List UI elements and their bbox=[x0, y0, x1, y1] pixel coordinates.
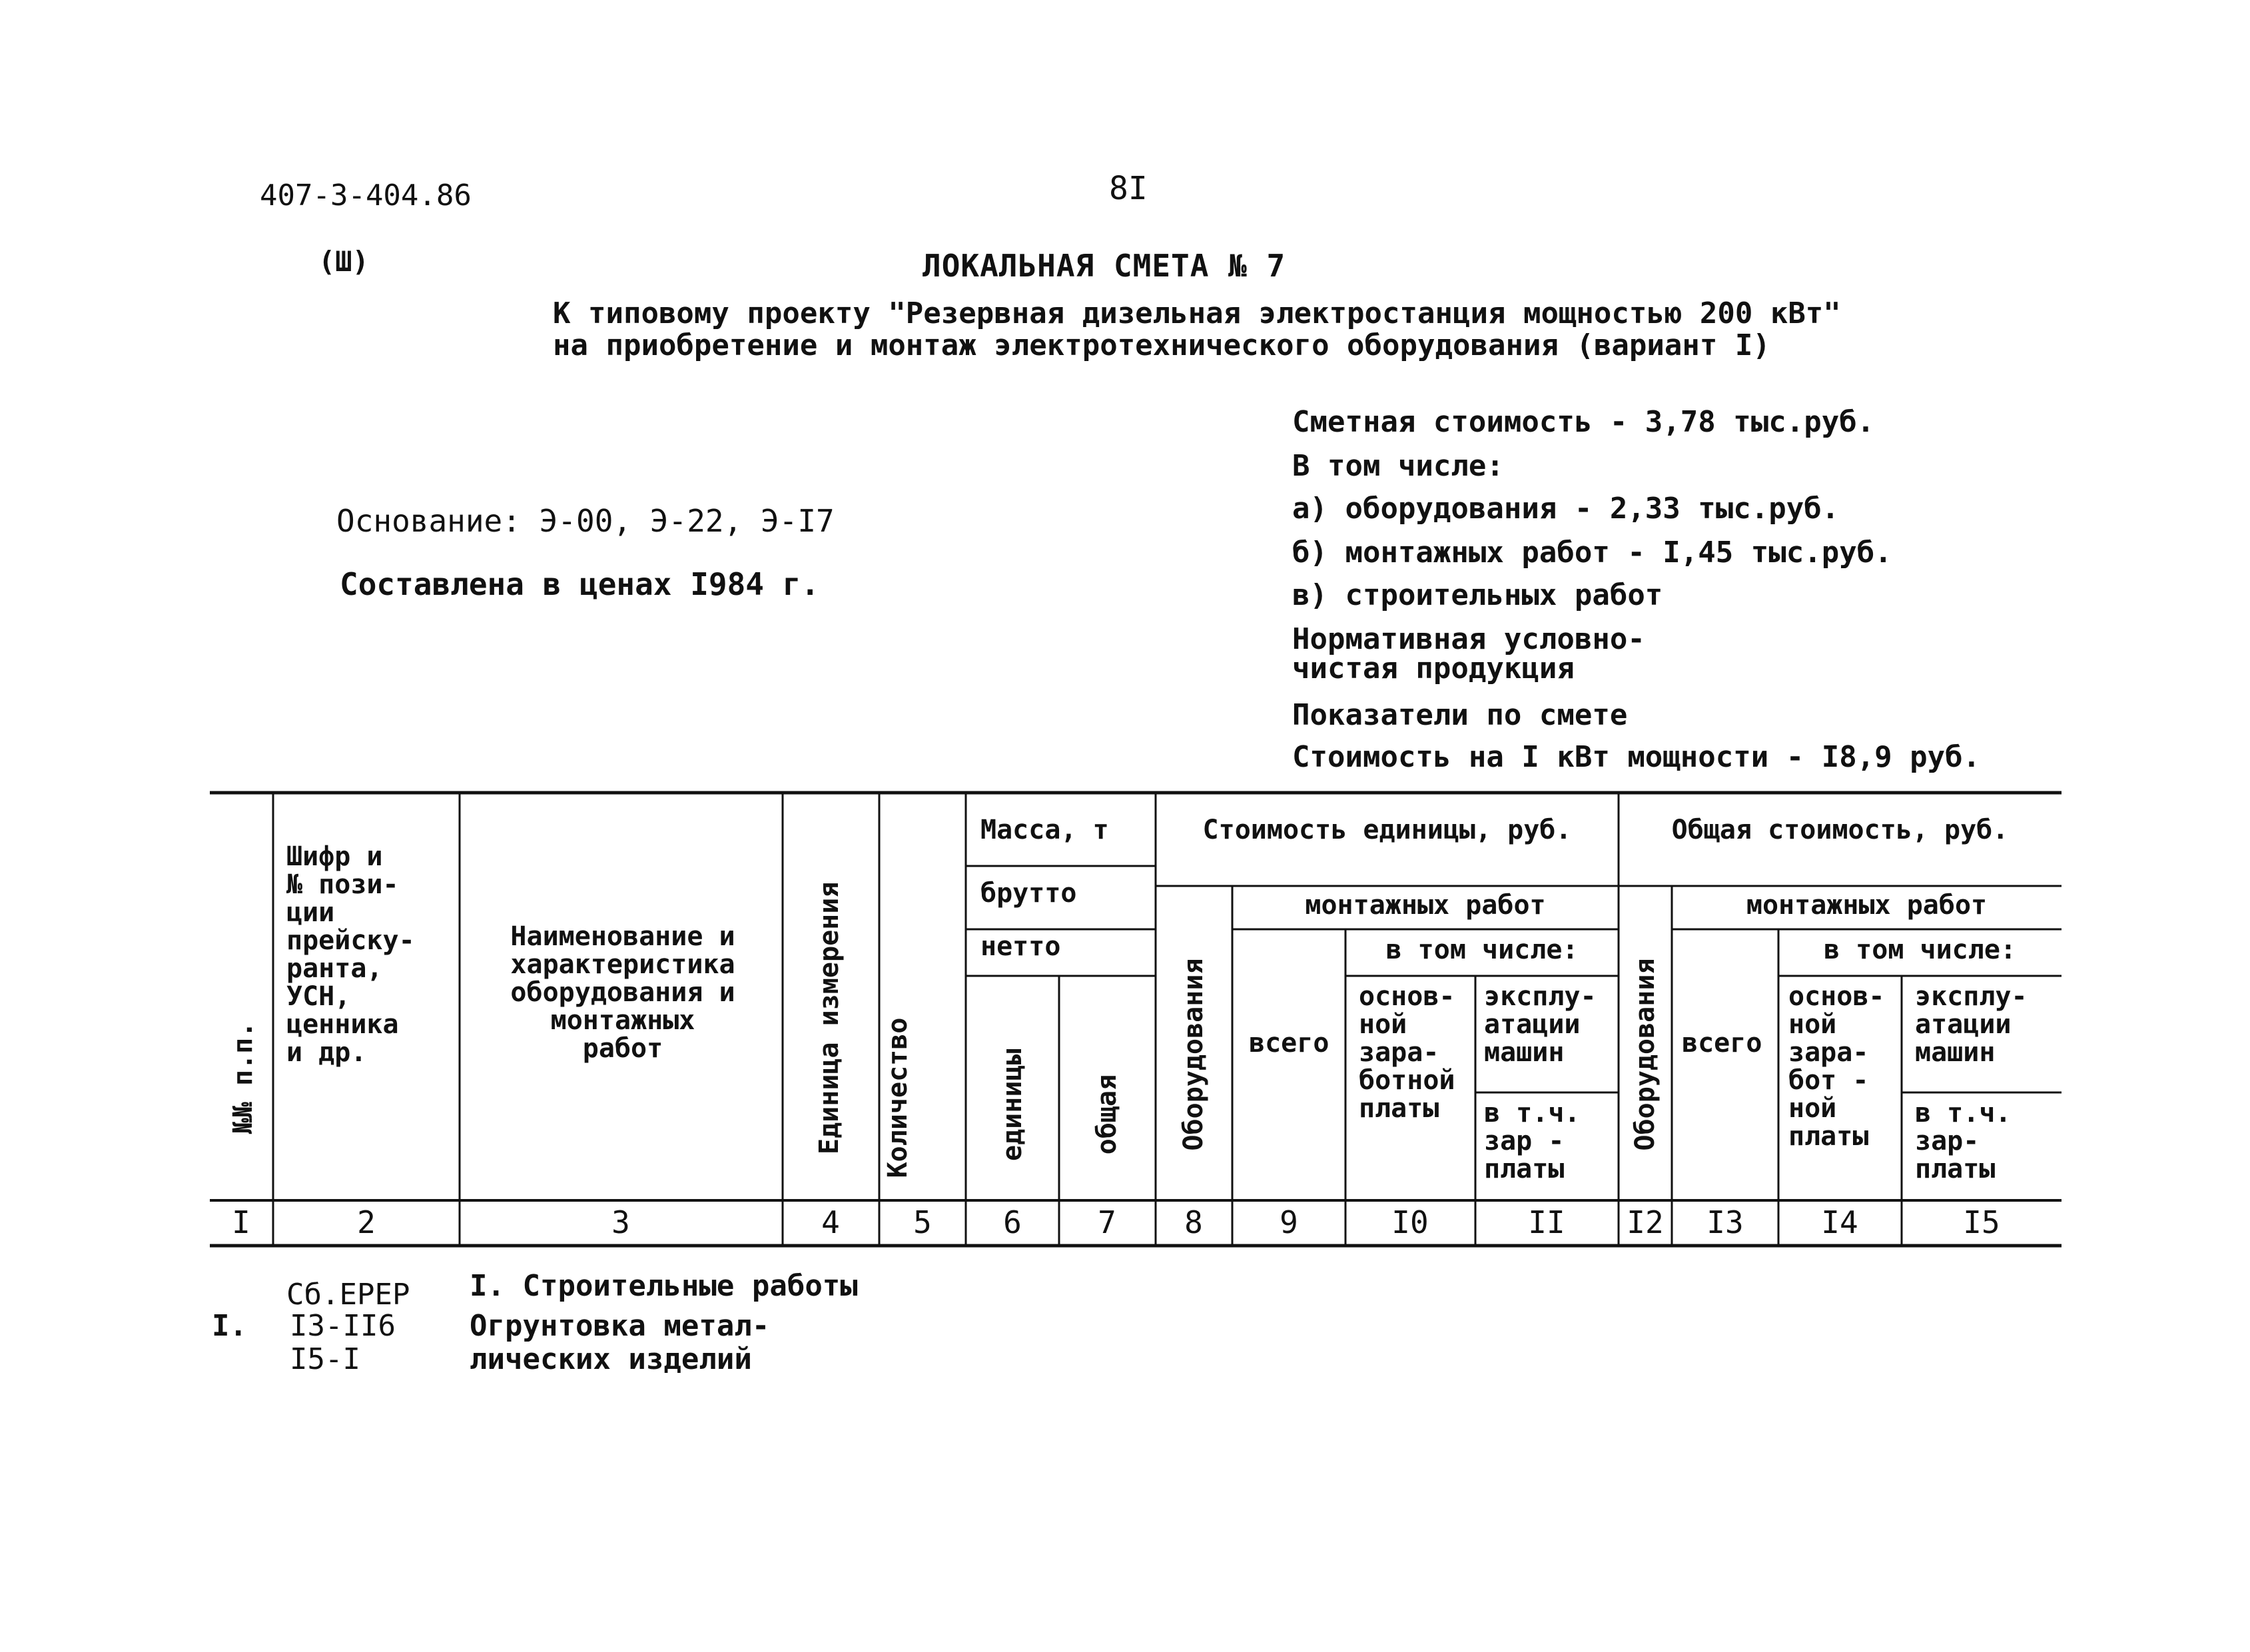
total-all-header: всего bbox=[1682, 1028, 1762, 1058]
total-machines-header: эксплу- атации машин bbox=[1915, 981, 2028, 1068]
col-unit-equipment-header: Оборудования bbox=[1178, 958, 1209, 1151]
col-name-header: Наименование и характеристика оборудования и монтажных работ bbox=[510, 921, 735, 1064]
total-installation-header: монтажных работ bbox=[1746, 890, 1988, 921]
summary-indicators: Показатели по смете bbox=[1292, 698, 1628, 732]
col-num-11: II bbox=[1528, 1204, 1565, 1240]
col-quantity-header: Количество bbox=[883, 1017, 913, 1178]
col-number-header: №№ п.п. bbox=[228, 1021, 258, 1134]
col-num-15: I5 bbox=[1963, 1204, 2000, 1240]
col-total-equipment-header: Оборудования bbox=[1630, 958, 1661, 1151]
prices-text: Составлена в ценах I984 г. bbox=[340, 566, 820, 602]
document-title: ЛОКАЛЬНАЯ СМЕТА № 7 bbox=[923, 248, 1286, 284]
total-including-header: в том числе: bbox=[1824, 935, 2016, 965]
unit-machines-header: эксплу- атации машин bbox=[1484, 981, 1597, 1068]
col-num-14: I4 bbox=[1821, 1204, 1858, 1240]
row-number: I. bbox=[212, 1309, 247, 1343]
col-num-6: 6 bbox=[1003, 1204, 1022, 1240]
col-num-8: 8 bbox=[1184, 1204, 1203, 1240]
total-base-wage-header: основ- ной зара- бот - ной платы bbox=[1788, 981, 1885, 1152]
row-description-1: Огрунтовка метал- bbox=[470, 1309, 770, 1343]
page-number: 8I bbox=[1109, 170, 1148, 207]
unit-all-header: всего bbox=[1249, 1028, 1329, 1058]
netto-header: нетто bbox=[980, 931, 1061, 962]
brutto-header: брутто bbox=[980, 878, 1077, 909]
section-ref-3: I5-I bbox=[290, 1342, 360, 1376]
section-title: I. Строительные работы bbox=[470, 1269, 858, 1303]
document-number: 407-3-404.86 bbox=[260, 179, 472, 212]
part-label: (Ш) bbox=[318, 245, 369, 278]
subtitle-line-1: К типовому проекту "Резервная дизельная электростанция мощностью 200 кВт" bbox=[553, 296, 1841, 330]
col-num-5: 5 bbox=[913, 1204, 932, 1240]
section-ref-2: I3-II6 bbox=[290, 1309, 396, 1343]
col-num-12: I2 bbox=[1627, 1204, 1664, 1240]
col-mass-unit-header: единицы bbox=[997, 1048, 1028, 1161]
summary-normative bbox=[1292, 622, 1645, 685]
summary-equipment: а) оборудования - 2,33 тыс.руб. bbox=[1292, 492, 1840, 526]
summary-total-cost: Сметная стоимость - 3,78 тыс.руб. bbox=[1292, 405, 1875, 439]
summary-normative-line-1: Нормативная условно- bbox=[1292, 622, 1645, 656]
unit-base-wage-header: основ- ной зара- ботной платы bbox=[1359, 981, 1455, 1124]
col-num-1: I bbox=[232, 1204, 250, 1240]
basis-text: Основание: Э-00, Э-22, Э-I7 bbox=[336, 503, 835, 539]
col-num-4: 4 bbox=[821, 1204, 840, 1240]
col-num-2: 2 bbox=[357, 1204, 376, 1240]
total-cost-header: Общая стоимость, руб. bbox=[1671, 815, 2009, 845]
subtitle-line-2: на приобретение и монтаж электротехнического оборудования (вариант I) bbox=[553, 328, 1770, 362]
mass-header: Масса, т bbox=[980, 815, 1109, 845]
summary-cost-per-kw: Стоимость на I кВт мощности - I8,9 руб. bbox=[1292, 740, 1981, 774]
col-num-9: 9 bbox=[1280, 1204, 1298, 1240]
section-ref-1: Сб.ЕРЕР bbox=[286, 1278, 410, 1312]
summary-construction: в) строительных работ bbox=[1292, 578, 1663, 612]
unit-cost-header: Стоимость единицы, руб. bbox=[1202, 815, 1572, 845]
unit-incl-wage-header: в т.ч. зар - платы bbox=[1484, 1098, 1581, 1184]
col-code-header: Шифр и № пози- ции прейску- ранта, УСН, ценника и др. bbox=[286, 841, 415, 1068]
row-description-2: лических изделий bbox=[470, 1342, 752, 1376]
unit-installation-header: монтажных работ bbox=[1305, 890, 1546, 921]
col-unit-header: Единица измерения bbox=[814, 881, 845, 1154]
summary-installation: б) монтажных работ - I,45 тыс.руб. bbox=[1292, 536, 1892, 570]
summary-including: В том числе: bbox=[1292, 449, 1504, 483]
col-num-7: 7 bbox=[1098, 1204, 1116, 1240]
col-num-10: I0 bbox=[1391, 1204, 1429, 1240]
total-incl-wage-header: в т.ч. зар- платы bbox=[1915, 1098, 2012, 1184]
col-mass-total-header: общая bbox=[1092, 1074, 1122, 1155]
col-num-3: 3 bbox=[611, 1204, 630, 1240]
col-num-13: I3 bbox=[1706, 1204, 1744, 1240]
summary-normative-line-2: чистая продукция bbox=[1292, 651, 1575, 685]
unit-including-header: в том числе: bbox=[1385, 935, 1579, 965]
